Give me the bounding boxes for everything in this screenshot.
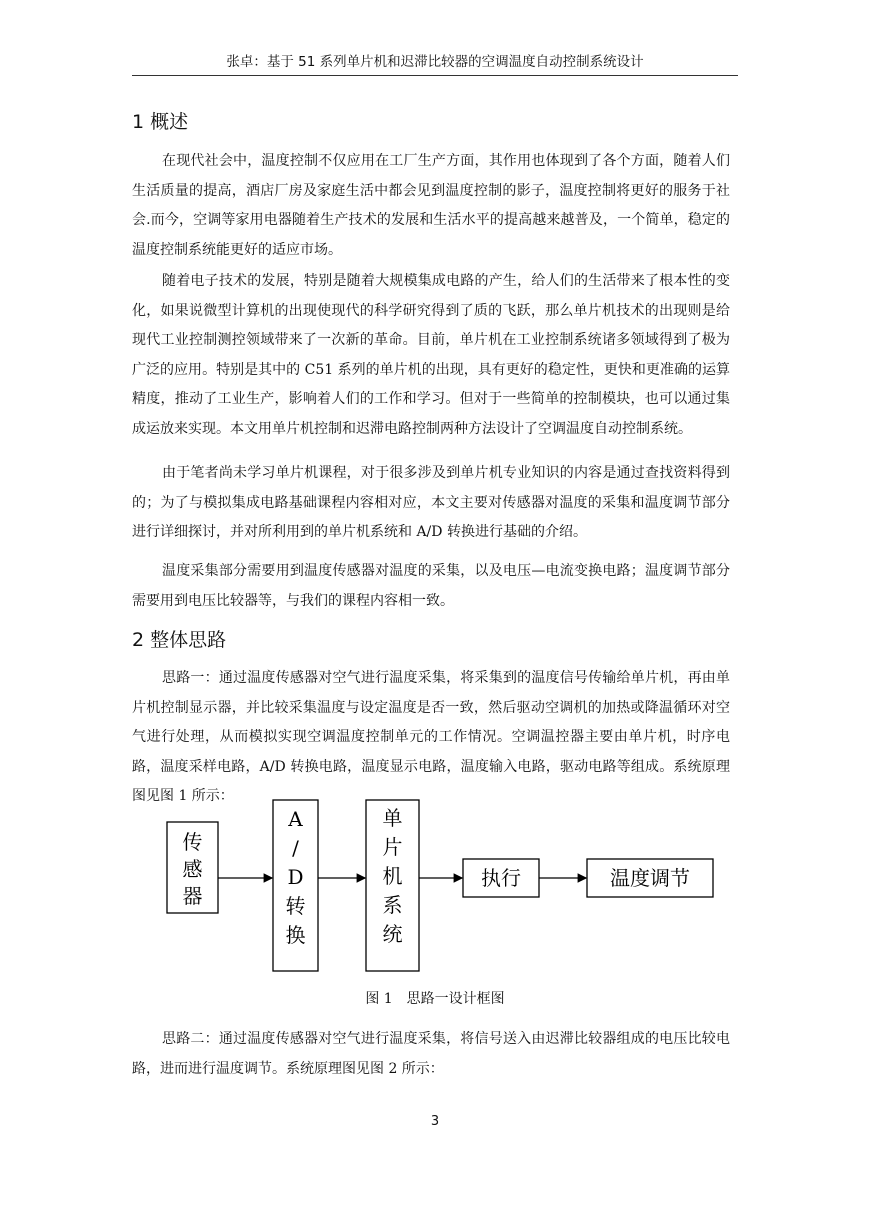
block-ad-line: D bbox=[287, 865, 304, 889]
block-mcu-line: 机 bbox=[382, 864, 403, 888]
block-ad-line: / bbox=[292, 836, 299, 860]
paragraph-approach-2: 思路二：通过温度传感器对空气进行温度采集，将信号送入由迟滞比较器组成的电压比较电路，进而进行温度调节。系统原理图见图 2 所示： bbox=[132, 1031, 730, 1077]
figure-1-block-diagram bbox=[160, 798, 740, 978]
block-ad-line: 换 bbox=[285, 923, 306, 947]
running-header: 张卓：基于 51 系列单片机和迟滞比较器的空调温度自动控制系统设计 bbox=[226, 54, 644, 70]
block-mcu-line: 系 bbox=[382, 893, 403, 917]
section-heading-overview: 1 概述 bbox=[132, 111, 189, 133]
block-sensor-line: 感 bbox=[182, 857, 203, 881]
block-mcu-line: 片 bbox=[382, 835, 403, 859]
block-ad-line: A bbox=[288, 807, 303, 831]
paragraph-overview-3: 由于笔者尚未学习单片机课程，对于很多涉及到单片机专业知识的内容是通过查找资料得到的；为了与模拟集成电路基础课程内容相对应，本文主要对传感器对温度的采集和温度调节部分进行详细探讨，并对所利用到的单片机系统和 A/D 转换进行基础的介绍。 bbox=[132, 465, 730, 540]
block-ad-line: 转 bbox=[285, 894, 306, 918]
paragraph-overview-2: 随着电子技术的发展，特别是随着大规模集成电路的产生，给人们的生活带来了根本性的变化，如果说微型计算机的出现使现代的科学研究得到了质的飞跃，那么单片机技术的出现则是给现代工业控制测控领域带来了一次新的革命。目前，单片机在工业控制系统诸多领域得到了极为广泛的应用。特别是其中的 C51 系列的单片机的出现，具有更好的稳定性，更快和更准确的运算精度，推动了工业生产，影响着人们的工作和学习。但对于一些简单的控制模块，也可以通过集成运放来实现。本文用单片机控制和迟滞电路控制两种方法设计了空调温度自动控制系统。 bbox=[132, 273, 730, 437]
block-sensor-line: 传 bbox=[182, 830, 203, 854]
paragraph-overview-1: 在现代社会中，温度控制不仅应用在工厂生产方面，其作用也体现到了各个方面，随着人们生活质量的提高，酒店厂房及家庭生活中都会见到温度控制的影子，温度控制将更好的服务于社会.而今，空调等家用电器随着生产技术的发展和生活水平的提高越来越普及，一个简单，稳定的温度控制系统能更好的适应市场。 bbox=[132, 153, 730, 258]
paragraph-approach-1: 思路一：通过温度传感器对空气进行温度采集，将采集到的温度信号传输给单片机，再由单片机控制显示器，并比较采集温度与设定温度是否一致，然后驱动空调机的加热或降温循环对空气进行处理，从而模拟实现空调温度控制单元的工作情况。空调温控器主要由单片机，时序电路，温度采样电路，A/D 转换电路，温度显示电路，温度输入电路，驱动电路等组成。系统原理图见图 1 所示： bbox=[132, 670, 730, 804]
section-heading-approach: 2 整体思路 bbox=[132, 629, 227, 651]
header-rule bbox=[132, 75, 738, 76]
block-temp-regulation-label: 温度调节 bbox=[610, 866, 690, 890]
figure-1-caption: 图 1 思路一设计框图 bbox=[365, 991, 505, 1007]
block-mcu-line: 统 bbox=[382, 922, 403, 946]
block-diagram-svg bbox=[160, 798, 740, 978]
block-sensor-line: 器 bbox=[182, 884, 203, 908]
block-actuator-label: 执行 bbox=[481, 866, 521, 890]
page-number: 3 bbox=[430, 1114, 440, 1129]
paragraph-overview-4: 温度采集部分需要用到温度传感器对温度的采集，以及电压—电流变换电路；温度调节部分需要用到电压比较器等，与我们的课程内容相一致。 bbox=[132, 563, 730, 609]
block-mcu-line: 单 bbox=[382, 806, 403, 830]
